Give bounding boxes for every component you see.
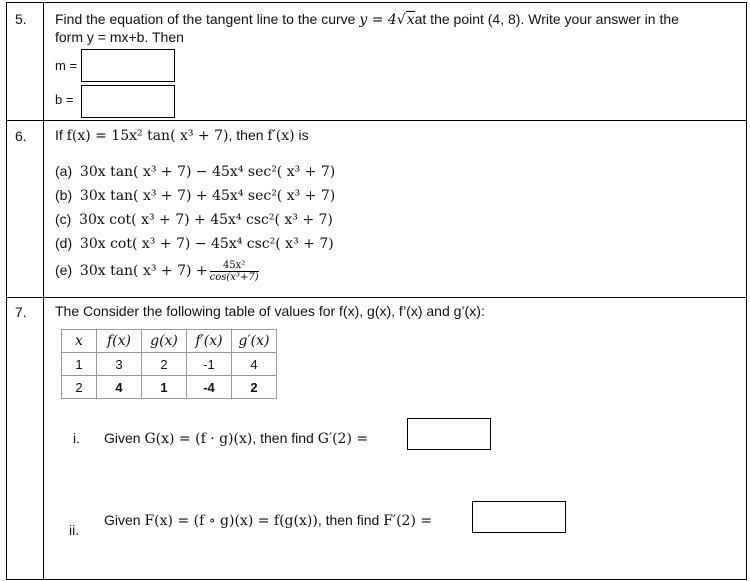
q5-m-label: m = xyxy=(55,58,78,73)
part-i-answer-input[interactable] xyxy=(407,418,491,450)
table-cell: 1 xyxy=(142,376,187,399)
option-label: (a) xyxy=(55,163,73,179)
part-i-label: i. xyxy=(73,430,80,446)
fraction-numerator: 45x² xyxy=(210,260,259,272)
q6-option-a[interactable] xyxy=(55,163,335,180)
part-i-ask: G′(2) = xyxy=(317,431,369,447)
q6-prompt-prefix: If xyxy=(55,127,67,143)
number-column-divider xyxy=(43,3,44,579)
part-i-mid: , then find xyxy=(252,430,318,446)
q6-option-c[interactable] xyxy=(55,211,333,228)
q6-option-b[interactable] xyxy=(55,187,335,204)
q5-equation-text: y = 4 xyxy=(359,12,397,28)
table-cell: 2 xyxy=(62,376,97,399)
q5-prompt-line2: form y = mx+b. Then xyxy=(55,29,184,45)
part-i-prefix: Given xyxy=(104,430,145,446)
q7-number: 7. xyxy=(15,304,27,320)
divider-q6-q7 xyxy=(7,297,746,298)
option-label: (d) xyxy=(55,235,73,251)
option-e-fraction xyxy=(210,260,259,283)
option-label: (e) xyxy=(55,262,73,279)
q5-prompt-line1 xyxy=(55,11,679,28)
q5-prompt-part2: at the point (4, 8). Write your answer in the xyxy=(414,11,679,27)
table-cell: 4 xyxy=(232,353,277,376)
option-expression: 30x cot( x³ + 7) − 45x⁴ csc²( x³ + 7) xyxy=(79,236,334,252)
table-header-cell: g′(x) xyxy=(232,330,277,353)
option-expression: 30x tan( x³ + 7) − 45x⁴ sec²( x³ + 7) xyxy=(79,164,336,180)
table-cell: 2 xyxy=(142,353,187,376)
table-cell: -4 xyxy=(187,376,232,399)
q6-number: 6. xyxy=(15,128,27,144)
fraction-denominator: cos(x³+7) xyxy=(209,272,259,283)
part-ii-mid: , then find xyxy=(317,512,384,528)
q5-sqrt-var: x xyxy=(406,12,415,28)
q6-option-e[interactable] xyxy=(55,260,259,283)
option-label: (c) xyxy=(55,211,72,227)
table-cell: 4 xyxy=(97,376,142,399)
table-header-cell: f′(x) xyxy=(187,330,232,353)
option-expression: 30x cot( x³ + 7) + 45x⁴ csc²( x³ + 7) xyxy=(79,212,333,228)
option-expression: 30x tan( x³ + 7) + 45x⁴ sec²( x³ + 7) xyxy=(79,188,336,204)
q5-m-answer-input[interactable] xyxy=(81,49,175,82)
worksheet xyxy=(6,2,747,580)
values-table xyxy=(61,329,277,399)
q6-prompt xyxy=(55,127,309,144)
q5-prompt-part1: Find the equation of the tangent line to the curve xyxy=(55,11,360,27)
table-row xyxy=(62,353,277,376)
option-label: (b) xyxy=(55,187,73,203)
part-ii-label: ii. xyxy=(69,522,80,538)
q6-prompt-mid: , then xyxy=(228,127,268,143)
part-i-prompt xyxy=(104,430,368,447)
part-ii-answer-input[interactable] xyxy=(472,501,566,533)
table-header-cell: g(x) xyxy=(142,330,187,353)
q6-derivative: f′(x) xyxy=(267,128,295,144)
part-i-expression: G(x) = (f · g)(x) xyxy=(144,431,253,447)
table-cell: 1 xyxy=(62,353,97,376)
q6-prompt-suffix: is xyxy=(294,127,309,143)
table-cell: -1 xyxy=(187,353,232,376)
q5-b-answer-input[interactable] xyxy=(81,85,175,118)
q6-option-d[interactable] xyxy=(55,235,334,252)
option-expression: 30x tan( x³ + 7) + xyxy=(79,263,208,280)
table-header-cell: x xyxy=(62,330,97,353)
q5-number: 5. xyxy=(15,11,27,27)
table-header-cell: f(x) xyxy=(97,330,142,353)
part-ii-ask: F′(2) = xyxy=(383,513,433,529)
table-cell: 3 xyxy=(97,353,142,376)
table-header-row xyxy=(62,330,277,353)
sqrt-symbol-icon: √ xyxy=(396,12,406,28)
table-row xyxy=(62,376,277,399)
divider-q5-q6 xyxy=(7,120,746,121)
table-cell: 2 xyxy=(232,376,277,399)
part-ii-prompt xyxy=(104,512,432,529)
q6-function: f(x) = 15x² tan( x³ + 7) xyxy=(66,128,229,144)
q5-equation xyxy=(359,11,414,28)
q5-b-label: b = xyxy=(55,92,74,107)
part-ii-prefix: Given xyxy=(104,512,145,528)
part-ii-expression: F(x) = (f ∘ g)(x) = f(g(x)) xyxy=(144,513,318,529)
q7-prompt: The Consider the following table of values for f(x), g(x), f’(x) and g’(x): xyxy=(55,303,485,319)
